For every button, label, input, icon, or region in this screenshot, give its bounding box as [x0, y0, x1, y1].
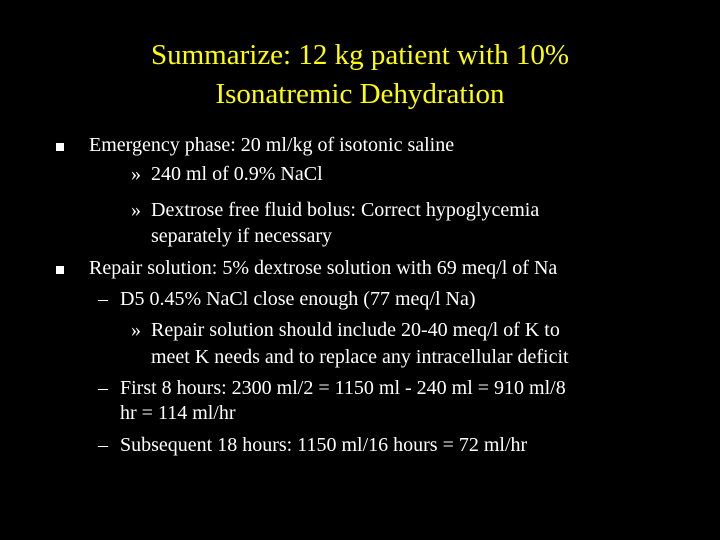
sub-item-2-2: Repair solution should include 20-40 meq/l of K to — [151, 319, 560, 341]
sub-item-1-2-cont: separately if necessary — [151, 225, 333, 247]
sub-item-2-4: Subsequent 18 hours: 1150 ml/16 hours = 72 ml/hr — [120, 434, 528, 456]
bullet-2-text: Repair solution: 5% dextrose solution with 69 meq/l of Na — [89, 257, 558, 279]
sub-item-2-3-cont: hr = 114 ml/hr — [120, 402, 236, 424]
sub-item-1-1: 240 ml of 0.9% NaCl — [151, 163, 323, 185]
sub-marker: » — [131, 319, 141, 341]
sub-item-2-1: D5 0.45% NaCl close enough (77 meq/l Na) — [120, 288, 476, 310]
sub-marker: – — [98, 377, 108, 399]
slide-title — [60, 36, 660, 114]
bullet-square-icon — [56, 143, 64, 151]
sub-item-1-2: Dextrose free fluid bolus: Correct hypoglycemia — [151, 199, 540, 221]
title-line-1: Summarize: 12 kg patient with 10% — [150, 39, 569, 71]
sub-marker: – — [98, 434, 108, 456]
bullet-1-text: Emergency phase: 20 ml/kg of isotonic saline — [89, 134, 455, 156]
sub-marker: » — [131, 163, 141, 185]
sub-item-2-3: First 8 hours: 2300 ml/2 = 1150 ml - 240 ml = 910 ml/8 — [120, 377, 566, 399]
sub-item-2-2-cont: meet K needs and to replace any intracellular deficit — [151, 346, 569, 368]
bullet-square-icon — [56, 266, 64, 274]
sub-marker: – — [98, 288, 108, 310]
sub-marker: » — [131, 199, 141, 221]
title-line-2: Isonatremic Dehydration — [215, 78, 505, 110]
